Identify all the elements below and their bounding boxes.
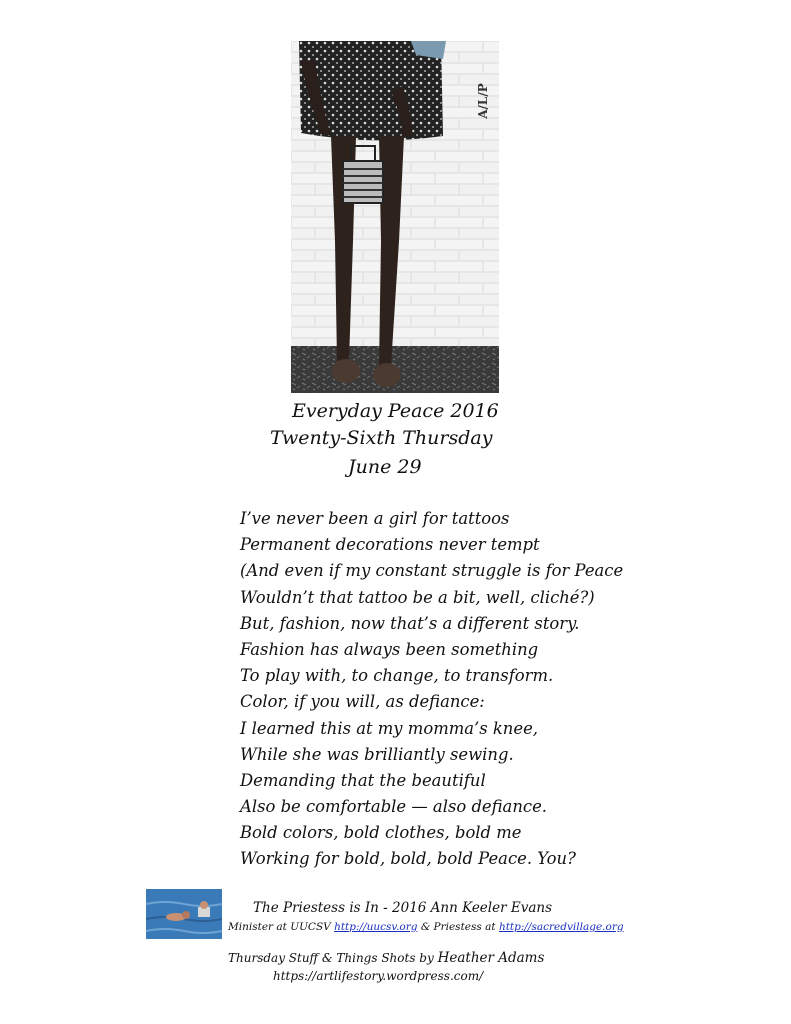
sacredvillage-link[interactable]: http://sacredvillage.org xyxy=(498,921,624,933)
footer-affiliations xyxy=(228,921,624,933)
poem-line: Also be comfortable — also defiance. xyxy=(240,797,547,817)
poem-line: Color, if you will, as defiance: xyxy=(240,692,485,712)
poem-line: Permanent decorations never tempt xyxy=(240,535,540,555)
poem-line: Demanding that the beautiful xyxy=(240,770,486,790)
poem-line: Bold colors, bold clothes, bold me xyxy=(240,823,522,843)
poem-line: Wouldn’t that tattoo be a bit, well, cliché?) xyxy=(240,587,595,607)
credits-name: Heather Adams xyxy=(437,950,545,966)
poem-line: But, fashion, now that’s a different story. xyxy=(240,613,580,633)
title-line-1: Everyday Peace 2016 xyxy=(292,400,499,422)
swimmer-thumbnail xyxy=(146,889,222,939)
photo-credits xyxy=(228,950,544,966)
photo-watermark: A/L/P xyxy=(476,83,490,119)
poem-line: Working for bold, bold, bold Peace. You? xyxy=(240,849,576,869)
priestess-label: & Priestess at xyxy=(417,921,499,933)
poem-line: To play with, to change, to transform. xyxy=(240,666,554,686)
uucsv-link[interactable]: http://uucsv.org xyxy=(334,921,418,933)
minister-label: Minister at UUCSV xyxy=(228,921,335,933)
hero-photo xyxy=(291,41,499,393)
credits-label: Thursday Stuff & Things Shots by xyxy=(228,951,438,965)
credits-site: https://artlifestory.wordpress.com/ xyxy=(273,969,484,983)
poem-line: While she was brilliantly sewing. xyxy=(240,744,514,764)
poem-line: I’ve never been a girl for tattoos xyxy=(240,509,510,528)
poem xyxy=(240,506,624,873)
poem-line: (And even if my constant struggle is for Peace xyxy=(240,561,624,581)
title-date: June 29 xyxy=(348,456,422,478)
poem-line: Fashion has always been something xyxy=(240,639,539,659)
footer-title: The Priestess is In - 2016 Ann Keeler Evans xyxy=(253,900,553,916)
poem-line: I learned this at my momma’s knee, xyxy=(240,718,538,738)
title-line-2: Twenty-Sixth Thursday xyxy=(270,427,493,449)
